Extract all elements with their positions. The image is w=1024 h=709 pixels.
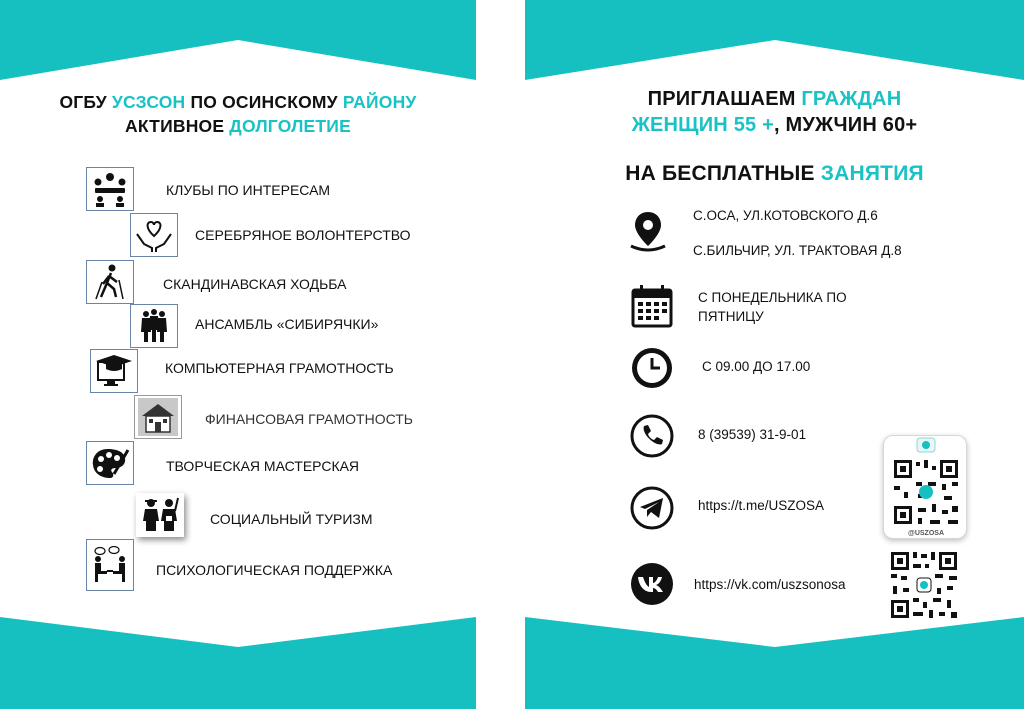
- activity-label: КОМПЬЮТЕРНАЯ ГРАМОТНОСТЬ: [165, 360, 394, 376]
- tourists-icon: [136, 493, 184, 537]
- title-word: , МУЖЧИН 60+: [774, 114, 918, 136]
- schedule-days: С ПОНЕДЕЛЬНИКА ПО ПЯТНИЦУ: [698, 290, 847, 324]
- nordic-walking-icon: [86, 260, 134, 304]
- free-classes-heading: [525, 160, 1024, 188]
- qr-caption: @USZOSA: [908, 530, 944, 537]
- activity-label: СОЦИАЛЬНЫЙ ТУРИЗМ: [210, 511, 373, 527]
- subtitle-word-accent: ЗАНЯТИЯ: [820, 162, 924, 185]
- subtitle-word: НА БЕСПЛАТНЫЕ: [625, 162, 821, 185]
- top-teal-band: [525, 0, 1024, 80]
- working-hours: С 09.00 ДО 17.00: [702, 359, 811, 374]
- address-line-1: С.ОСА, УЛ.КОТОВСКОГО Д.6: [693, 208, 878, 223]
- telegram-link[interactable]: https://t.me/USZOSA: [698, 498, 825, 513]
- title-word: ПО ОСИНСКОМУ: [185, 92, 343, 112]
- bottom-teal-band: [0, 617, 476, 709]
- panel-gutter: [476, 0, 525, 709]
- meeting-icon: [86, 167, 134, 211]
- title-word: АКТИВНОЕ: [125, 116, 230, 136]
- vk-qr-code: [889, 550, 959, 620]
- activity-label: СКАНДИНАВСКАЯ ХОДЬБА: [163, 276, 347, 292]
- left-title-line-2: [0, 114, 476, 138]
- counseling-icon: [86, 539, 134, 591]
- telegram-qr-card: [883, 435, 967, 539]
- calendar-icon: [629, 283, 675, 329]
- top-teal-band: [0, 0, 476, 80]
- right-title: [525, 86, 1024, 138]
- title-word: ОГБУ: [59, 92, 112, 112]
- location-pin-icon: [625, 208, 671, 254]
- vk-icon: [629, 561, 675, 607]
- activity-label: ФИНАНСОВАЯ ГРАМОТНОСТЬ: [205, 411, 413, 427]
- vk-link[interactable]: https://vk.com/uszsonosa: [694, 577, 846, 592]
- clock-icon: [629, 345, 675, 391]
- bank-house-icon: [134, 395, 182, 439]
- telegram-icon: [629, 485, 675, 531]
- computer-graduation-icon: [90, 349, 138, 393]
- activity-label: КЛУБЫ ПО ИНТЕРЕСАМ: [166, 182, 331, 198]
- right-title-line-2: [525, 112, 1024, 138]
- phone-icon: [629, 413, 675, 459]
- activity-label: ТВОРЧЕСКАЯ МАСТЕРСКАЯ: [166, 458, 360, 474]
- address-line-2: С.БИЛЬЧИР, УЛ. ТРАКТОВАЯ Д.8: [693, 243, 902, 258]
- title-word: ПРИГЛАШАЕМ: [647, 88, 802, 110]
- title-word-accent: УСЗСОН: [111, 92, 186, 112]
- phone-number[interactable]: 8 (39539) 31-9-01: [698, 427, 807, 442]
- title-word-accent: РАЙОНУ: [342, 92, 417, 112]
- activity-label: ПСИХОЛОГИЧЕСКАЯ ПОДДЕРЖКА: [156, 562, 393, 578]
- right-title-line-1: [525, 86, 1024, 112]
- bottom-teal-band: [525, 617, 1024, 709]
- left-panel: [0, 0, 476, 709]
- left-title-line-1: [0, 90, 476, 114]
- choir-icon: [130, 304, 178, 348]
- activity-label: АНСАМБЛЬ «СИБИРЯЧКИ»: [195, 316, 379, 332]
- activity-label: СЕРЕБРЯНОЕ ВОЛОНТЕРСТВО: [195, 227, 411, 243]
- heart-hands-icon: [130, 213, 178, 257]
- right-panel: [525, 0, 1024, 709]
- title-word-accent: ГРАЖДАН: [801, 88, 902, 110]
- title-word-accent: ЖЕНЩИН 55 +: [631, 114, 774, 136]
- left-title: [0, 90, 476, 138]
- palette-icon: [86, 441, 134, 485]
- title-word-accent: ДОЛГОЛЕТИЕ: [229, 116, 351, 136]
